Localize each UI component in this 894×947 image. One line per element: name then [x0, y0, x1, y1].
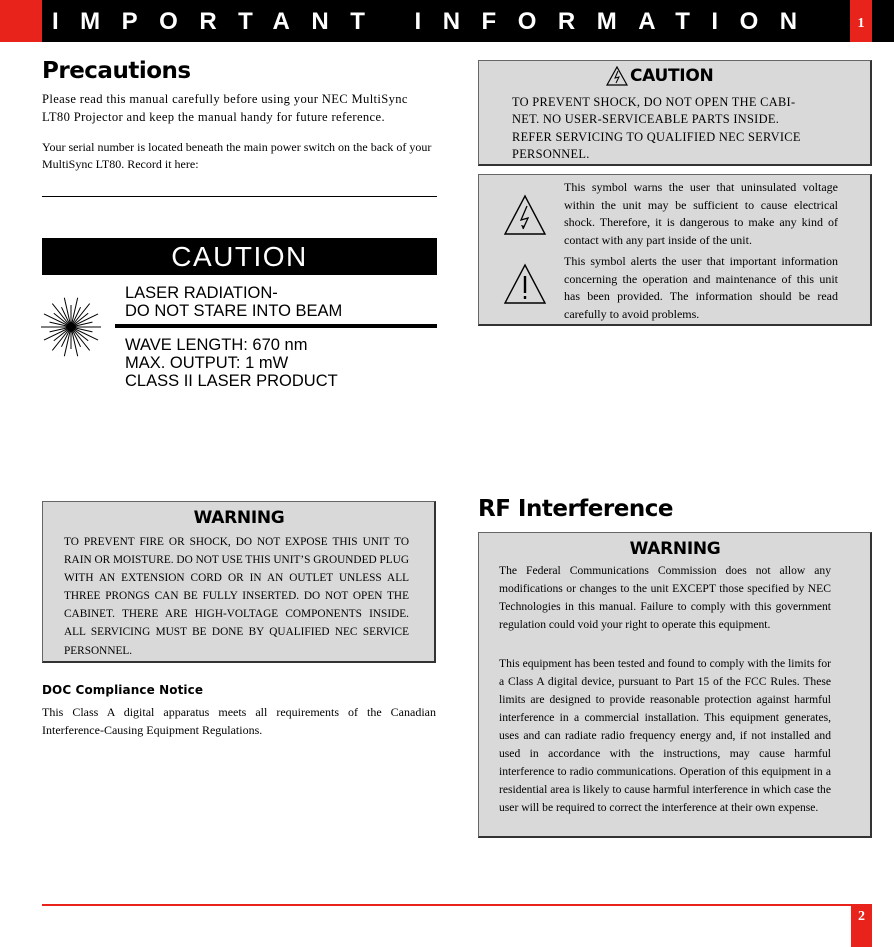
- laser-caution-header: CAUTION: [42, 238, 437, 275]
- doc-compliance-text: This Class A digital apparatus meets all requirements of the Canadian Interference-Causing Equipment Regulations.: [42, 705, 436, 737]
- laser-starburst-icon: [40, 296, 102, 358]
- laser-line-output: MAX. OUTPUT: 1 mW: [125, 354, 289, 372]
- laser-spec-text: [125, 336, 338, 390]
- laser-divider: [115, 324, 437, 328]
- caution-line-2: NET. NO USER-SERVICEABLE PARTS INSIDE.: [512, 112, 780, 127]
- header-page-number: 1: [857, 16, 865, 31]
- serial-number-note: Your serial number is located beneath the main power switch on the back of your MultiSync LT80. Record it here:: [42, 140, 432, 171]
- serial-record-line: [42, 196, 437, 197]
- exclamation-triangle-icon: [503, 263, 547, 305]
- laser-warning-text: [125, 284, 342, 320]
- laser-line-wavelength: WAVE LENGTH: 670 nm: [125, 336, 308, 354]
- fcc-modification-text: The Federal Communications Commission does not allow any modifications or changes to the unit EXCEPT those specified by NEC Technologies in this manual. Failure to comply with this government regulation could void your right to operate this equipment.: [499, 564, 831, 631]
- section-title: IMPORTANT INFORMATION: [52, 8, 819, 35]
- laser-line-class: CLASS II LASER PRODUCT: [125, 372, 338, 390]
- laser-line-beam: DO NOT STARE INTO BEAM: [125, 302, 343, 320]
- warning-title: WARNING: [193, 508, 285, 528]
- caution-line-1: TO PREVENT SHOCK, DO NOT OPEN THE CABI-: [512, 95, 796, 109]
- attention-symbol-description: This symbol alerts the user that important information concerning the operation and maintenance of this unit has been provided. The information should be read carefully to avoid problems.: [564, 254, 838, 321]
- caution-line-4: PERSONNEL.: [512, 146, 590, 161]
- caution-text: [512, 94, 832, 163]
- precautions-intro: Please read this manual carefully before using your NEC MultiSync LT80 Projector and keep the manual handy for future reference.: [42, 92, 408, 124]
- doc-compliance-heading: DOC Compliance Notice: [42, 683, 204, 697]
- lightning-bolt-triangle-icon: [503, 194, 547, 236]
- rf-warning-title: WARNING: [629, 539, 721, 559]
- precautions-heading: Precautions: [42, 58, 191, 84]
- caution-line-3: REFER SERVICING TO QUALIFIED NEC SERVICE: [512, 129, 801, 144]
- footer-rule: [42, 904, 852, 906]
- header-accent-left: [0, 0, 42, 42]
- rf-interference-heading: RF Interference: [478, 496, 673, 522]
- caution-title: CAUTION: [630, 66, 714, 86]
- voltage-symbol-description: This symbol warns the user that uninsulated voltage within the unit may be sufficient to cause electrical shock. Therefore, it is dangerous to make any kind of contact with any part inside of the unit.: [564, 180, 838, 247]
- lightning-bolt-triangle-icon: [606, 66, 628, 86]
- warning-text: TO PREVENT FIRE OR SHOCK, DO NOT EXPOSE THIS UNIT TO RAIN OR MOISTURE. DO NOT USE THIS UNIT’S GROUNDED PLUG WITH AN EXTENSION CORD OR IN AN OUTLET UNLESS ALL THREE PRONGS CAN BE FULLY INSERTED. DO NOT OPEN THE CABINET. THERE ARE HIGH-VOLTAGE COMPONENTS INSIDE. ALL SERVICING MUST BE DONE BY QUALIFIED NEC SERVICE PERSONNEL.: [64, 536, 409, 657]
- footer-page-number: 2: [858, 909, 865, 924]
- fcc-class-a-text: This equipment has been tested and found to comply with the limits for a Class A digital device, pursuant to Part 15 of the FCC Rules. These limits are designed to provide reasonable protection against harmful interference in a commercial installation. This equipment generates, uses and can radiate radio frequency energy and, if not installed and used in accordance with the instructions, may cause harmful interference to radio communications. Operation of this equipment in a residential area is likely to cause harmful interference in which case the user will be required to correct the interference at their own expense.: [499, 657, 831, 814]
- laser-line-radiation: LASER RADIATION-: [125, 284, 278, 302]
